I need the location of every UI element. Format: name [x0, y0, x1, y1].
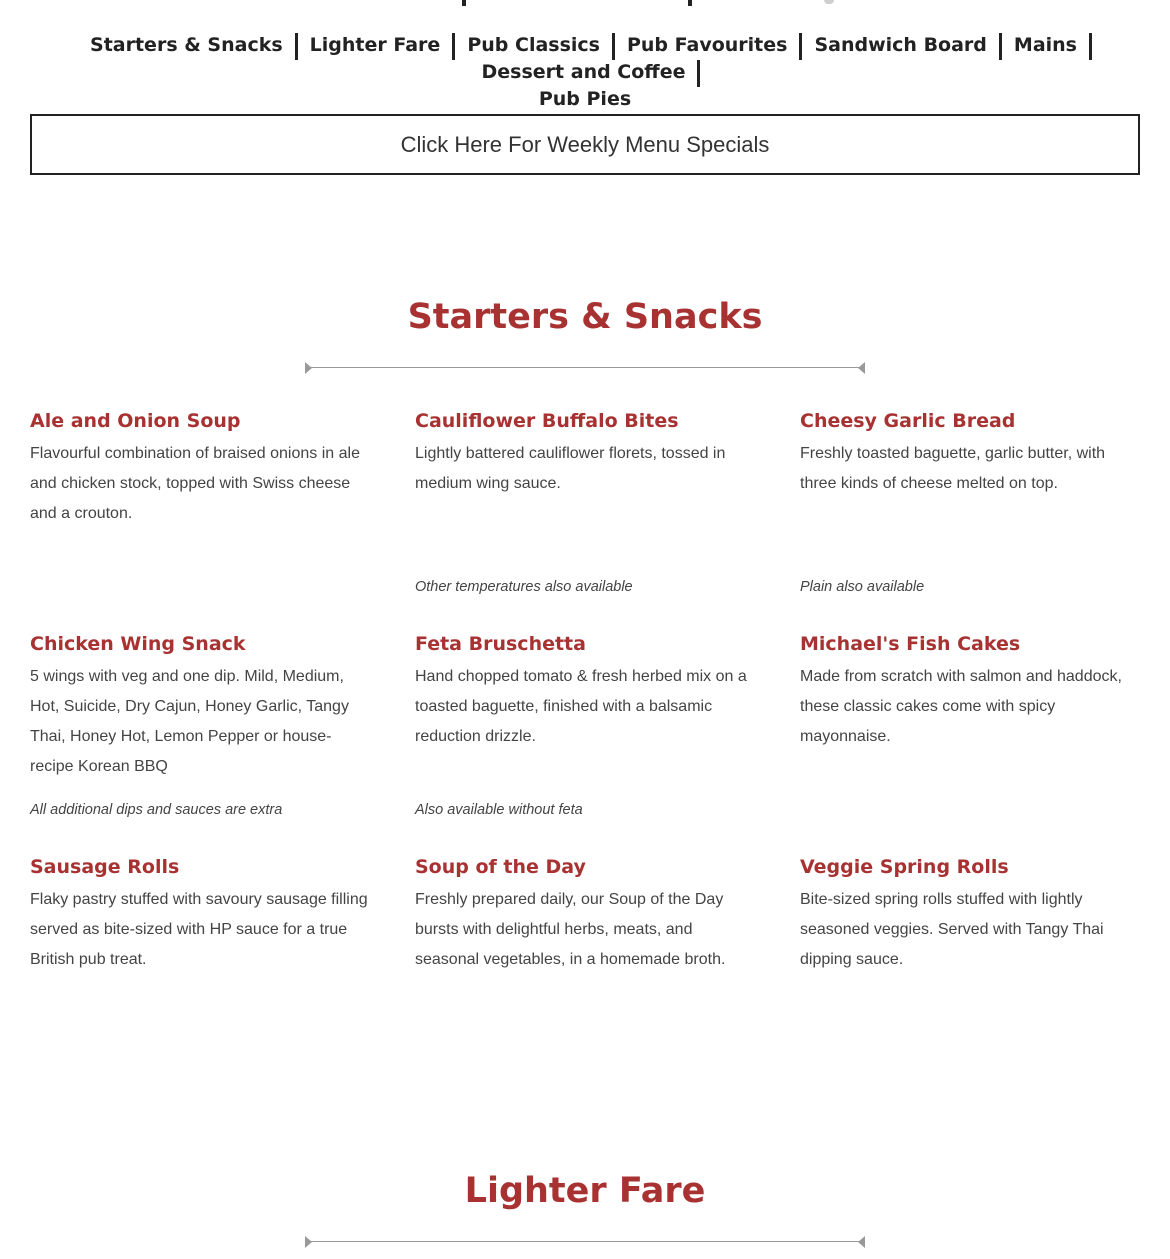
header-divider: [462, 0, 466, 6]
item-description: Made from scratch with salmon and haddock, these classic cakes come with spicy mayonnaise.: [800, 668, 1122, 745]
item-name: Chicken Wing Snack: [30, 633, 246, 655]
item-name: Soup of the Day: [415, 856, 586, 878]
item-name: Feta Bruschetta: [415, 633, 586, 655]
menu-item: [415, 632, 755, 752]
item-description: Freshly toasted baguette, garlic butter, with three kinds of cheese melted on top.: [800, 445, 1106, 492]
item-description: Freshly prepared daily, our Soup of the Day bursts with delightful herbs, meats, and seasonal vegetables, in a homemade broth.: [415, 891, 726, 968]
menu-item: [30, 409, 370, 529]
header-fragment: [0, 0, 1170, 8]
weekly-specials-button[interactable]: Click Here For Weekly Menu Specials: [30, 114, 1140, 175]
menu-item: [415, 855, 755, 975]
menu-item: [30, 855, 370, 975]
nav-sandwich-board[interactable]: Sandwich Board: [802, 33, 1001, 60]
item-name: Cheesy Garlic Bread: [800, 410, 1016, 432]
item-description: Hand chopped tomato & fresh herbed mix on a toasted baguette, finished with a balsamic reduction drizzle.: [415, 668, 747, 745]
item-name: Ale and Onion Soup: [30, 410, 241, 432]
section-title-starters: Starters & Snacks: [407, 297, 763, 337]
menu-item: [800, 409, 1140, 499]
menu-item: [30, 632, 370, 782]
nav-pub-favourites[interactable]: Pub Favourites: [615, 33, 802, 60]
menu-item: [800, 632, 1140, 752]
menu-item: [800, 855, 1140, 975]
item-name: Veggie Spring Rolls: [800, 856, 1009, 878]
item-name: Cauliflower Buffalo Bites: [415, 410, 679, 432]
category-nav: [30, 33, 1140, 114]
item-note: Other temperatures also available: [415, 579, 633, 595]
section-title-lighter-fare: Lighter Fare: [464, 1171, 706, 1211]
header-logo-fragment: [824, 0, 834, 4]
section-divider: [305, 1236, 865, 1248]
item-name: Sausage Rolls: [30, 856, 180, 878]
item-note: All additional dips and sauces are extra: [30, 802, 283, 818]
nav-dessert-coffee[interactable]: Dessert and Coffee: [470, 60, 701, 87]
nav-mains[interactable]: Mains: [1002, 33, 1092, 60]
item-note: Also available without feta: [415, 802, 583, 818]
item-description: Flavourful combination of braised onions in ale and chicken stock, topped with Swiss cheese and a crouton.: [30, 445, 360, 522]
item-description: Flaky pastry stuffed with savoury sausage filling served as bite-sized with HP sauce for a true British pub treat.: [30, 891, 368, 968]
header-divider: [688, 0, 692, 6]
item-name: Michael's Fish Cakes: [800, 633, 1021, 655]
nav-lighter-fare[interactable]: Lighter Fare: [298, 33, 456, 60]
section-divider: [305, 362, 865, 374]
menu-item: [415, 409, 755, 499]
nav-starters-snacks[interactable]: Starters & Snacks: [78, 33, 298, 60]
nav-pub-pies[interactable]: Pub Pies: [538, 88, 632, 110]
item-note: Plain also available: [800, 579, 925, 595]
item-description: 5 wings with veg and one dip. Mild, Medium, Hot, Suicide, Dry Cajun, Honey Garlic, Tangy Thai, Honey Hot, Lemon Pepper or house-recipe Korean BBQ: [30, 668, 349, 775]
item-description: Bite-sized spring rolls stuffed with lightly seasoned veggies. Served with Tangy Thai dipping sauce.: [800, 891, 1104, 968]
nav-pub-classics[interactable]: Pub Classics: [455, 33, 615, 60]
item-description: Lightly battered cauliflower florets, tossed in medium wing sauce.: [415, 445, 726, 492]
